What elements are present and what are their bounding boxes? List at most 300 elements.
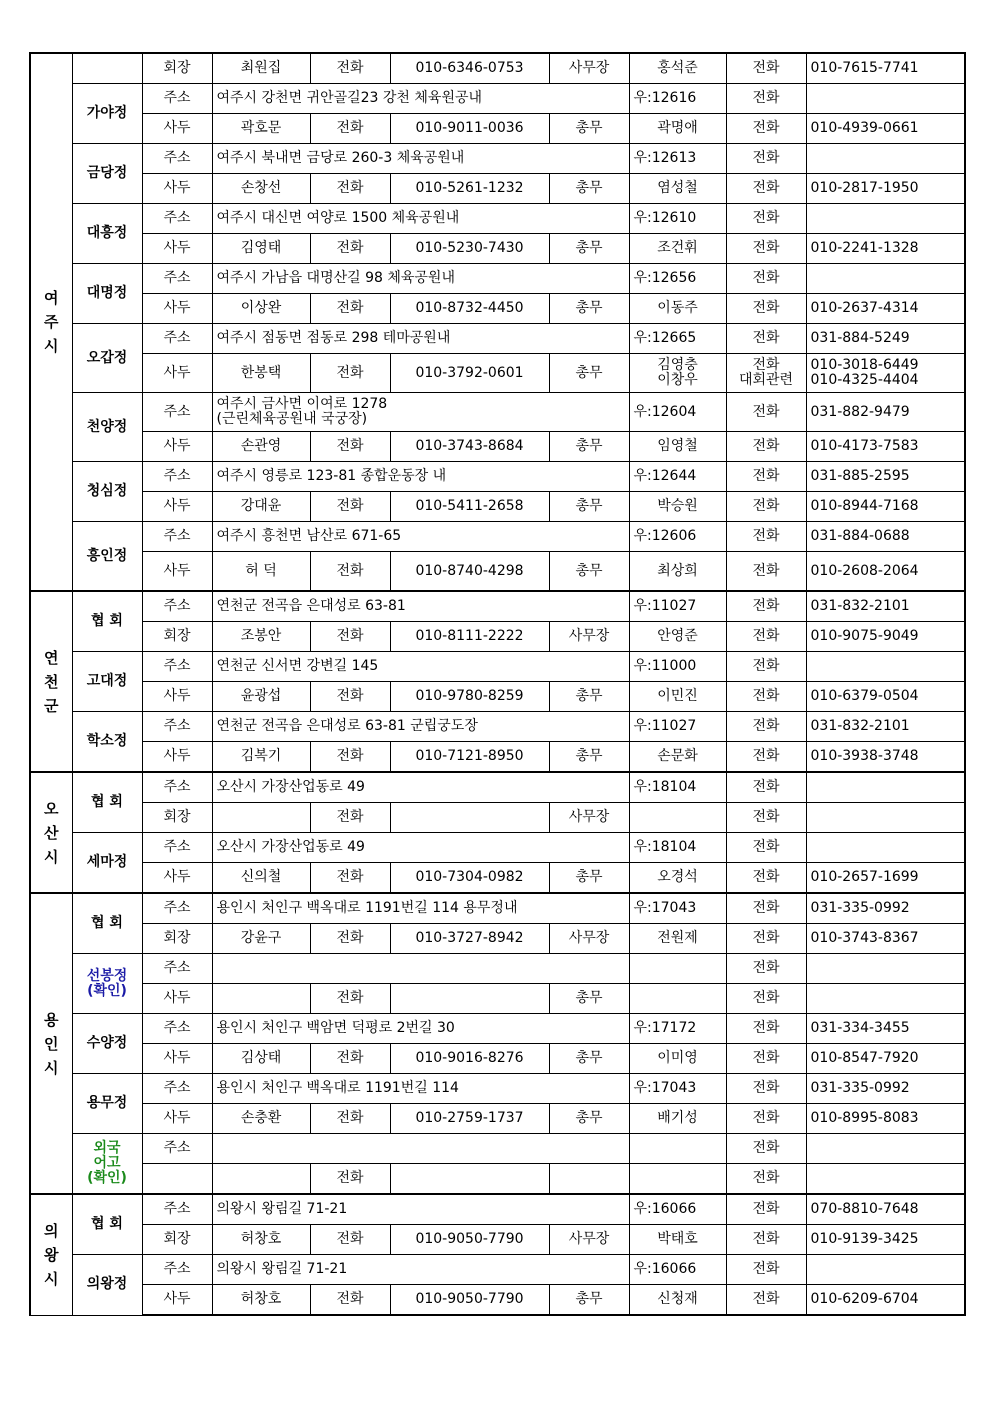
manager-name: 배기성: [629, 1104, 726, 1134]
label-phone: 전화: [310, 294, 390, 324]
archer-phone: 010-3743-8684: [390, 432, 549, 462]
postal-code: 우:11027: [629, 712, 726, 742]
label-address: 주소: [142, 591, 212, 622]
archer-phone: 010-7304-0982: [390, 863, 549, 894]
secretary-phone: 010-7615-7741: [806, 53, 965, 84]
club-address: 연천군 신서면 강변길 145: [212, 652, 629, 682]
postal-code: 우:12656: [629, 264, 726, 294]
assoc-phone: [806, 772, 965, 803]
label-manager: 총무: [549, 552, 629, 592]
manager-phone: 010-6209-6704: [806, 1285, 965, 1316]
label-manager: 총무: [549, 354, 629, 393]
manager-name: [629, 354, 726, 393]
label-phone: 전화: [726, 1225, 806, 1255]
club-phone: [806, 652, 965, 682]
table-row: [30, 1014, 965, 1044]
label-phone: 전화: [726, 432, 806, 462]
table-row: [30, 264, 965, 294]
table-row: [30, 294, 965, 324]
label-phone: 전화: [726, 393, 806, 432]
table-row: [30, 53, 965, 84]
archer-phone: 010-9011-0036: [390, 114, 549, 144]
city-label: 오산시: [44, 799, 59, 866]
archer-name: 허 덕: [212, 552, 310, 592]
president-name: 허창호: [212, 1225, 310, 1255]
label-phone: 전화: [726, 522, 806, 552]
label-phone: 전화: [726, 144, 806, 174]
manager-phone: 010-3938-3748: [806, 742, 965, 773]
label-phone: 전화: [726, 954, 806, 984]
table-row: [30, 522, 965, 552]
table-row: [30, 462, 965, 492]
manager-phone: 010-4173-7583: [806, 432, 965, 462]
club-name: 천양정: [72, 393, 142, 462]
postal-code: [629, 1134, 726, 1164]
secretary-name: 홍석준: [629, 53, 726, 84]
label-phone: 전화: [726, 84, 806, 114]
directory-body: [30, 53, 965, 1315]
label-archer: 사두: [142, 1104, 212, 1134]
label-phone: 전화: [726, 622, 806, 652]
assoc-name: 협 회: [72, 772, 142, 833]
manager-name: 조건휘: [629, 234, 726, 264]
table-row: [30, 1134, 965, 1164]
archer-phone: [390, 984, 549, 1014]
archer-name: 신의철: [212, 863, 310, 894]
table-row: [30, 354, 965, 393]
label-phone: 전화: [726, 1194, 806, 1225]
club-name: 흥인정: [72, 522, 142, 592]
archer-phone: 010-3792-0601: [390, 354, 549, 393]
manager-name: 손문화: [629, 742, 726, 773]
city-name: [30, 893, 72, 1194]
label-address: 주소: [142, 204, 212, 234]
archer-name: 손창선: [212, 174, 310, 204]
club-address: 용인시 처인구 백옥대로 1191번길 114: [212, 1074, 629, 1104]
assoc-address: 연천군 전곡읍 은대성로 63-81: [212, 591, 629, 622]
postal-code: 우:17172: [629, 1014, 726, 1044]
table-row: [30, 652, 965, 682]
label-phone: 전화: [310, 354, 390, 393]
manager-phone: 010-8944-7168: [806, 492, 965, 522]
label-president: 회장: [142, 53, 212, 84]
secretary-phone: 010-9139-3425: [806, 1225, 965, 1255]
assoc-name: 협 회: [72, 893, 142, 954]
label-manager: 총무: [549, 682, 629, 712]
label-president: 회장: [142, 924, 212, 954]
secretary-name: 전원제: [629, 924, 726, 954]
club-name: 가야정: [72, 84, 142, 144]
club-name: 의왕정: [72, 1255, 142, 1316]
label-president: 회장: [142, 803, 212, 833]
label-archer: 사두: [142, 234, 212, 264]
city-label: 용인시: [44, 1010, 59, 1077]
secretary-name: 박태호: [629, 1225, 726, 1255]
label-address: 주소: [142, 264, 212, 294]
label-phone: 전화: [310, 432, 390, 462]
club-phone: [806, 833, 965, 863]
manager-name: 오경석: [629, 863, 726, 894]
line: 대회관련: [738, 372, 794, 388]
label-phone: 전화: [310, 1164, 390, 1195]
empty-cell: [806, 1164, 965, 1195]
label-address: 주소: [142, 833, 212, 863]
club-phone: [806, 1134, 965, 1164]
table-row: [30, 432, 965, 462]
empty-cell: [390, 1164, 549, 1195]
label-phone: 전화: [726, 833, 806, 863]
club-phone: 031-334-3455: [806, 1014, 965, 1044]
label-manager: 총무: [549, 1044, 629, 1074]
label-secretary: 사무장: [549, 53, 629, 84]
directory-table: [29, 52, 966, 1316]
empty-cell: [629, 1164, 726, 1195]
club-address: [212, 954, 629, 984]
club-phone: 031-832-2101: [806, 712, 965, 742]
label-archer: 사두: [142, 432, 212, 462]
club-name: 대명정: [72, 264, 142, 324]
club-phone: [806, 204, 965, 234]
label-manager: 총무: [549, 294, 629, 324]
postal-code: 우:16066: [629, 1194, 726, 1225]
label-phone: 전화: [310, 53, 390, 84]
label-phone: 전화: [726, 652, 806, 682]
label-phone: 전화: [726, 1104, 806, 1134]
table-row: [30, 84, 965, 114]
manager-name: 이민진: [629, 682, 726, 712]
label-phone: 전화: [310, 742, 390, 773]
table-row: [30, 204, 965, 234]
table-row: [30, 712, 965, 742]
president-name: 최원집: [212, 53, 310, 84]
postal-code: [629, 954, 726, 984]
manager-phone: 010-6379-0504: [806, 682, 965, 712]
label-phone: 전화: [726, 863, 806, 894]
label-phone: 전화: [310, 234, 390, 264]
table-row: [30, 144, 965, 174]
label-phone: 전화: [726, 204, 806, 234]
secretary-phone: 010-9075-9049: [806, 622, 965, 652]
label-archer: 사두: [142, 492, 212, 522]
city-yeoju: 여주시: [30, 53, 72, 591]
manager-name: 이동주: [629, 294, 726, 324]
postal-code: 우:11000: [629, 652, 726, 682]
postal-code: 우:12644: [629, 462, 726, 492]
club-address: [212, 1134, 629, 1164]
postal-code: 우:12665: [629, 324, 726, 354]
club-phone: [806, 954, 965, 984]
archer-name: 이상완: [212, 294, 310, 324]
label-phone: 전화: [310, 174, 390, 204]
label-phone: 전화: [726, 1074, 806, 1104]
manager-phone: 010-2608-2064: [806, 552, 965, 592]
club-name: [72, 1134, 142, 1195]
label-phone: 전화: [726, 803, 806, 833]
city-label: 의왕시: [44, 1221, 59, 1288]
label-archer: 사두: [142, 1044, 212, 1074]
manager-phone: [806, 984, 965, 1014]
label-address: 주소: [142, 144, 212, 174]
label-address: 주소: [142, 772, 212, 803]
label-archer: 사두: [142, 984, 212, 1014]
assoc-name: 협 회: [72, 1194, 142, 1255]
club-address: 여주시 북내면 금당로 260-3 체육공원내: [212, 144, 629, 174]
label-phone: 전화: [310, 492, 390, 522]
club-phone: 031-884-5249: [806, 324, 965, 354]
archer-phone: 010-2759-1737: [390, 1104, 549, 1134]
archer-name: 곽호문: [212, 114, 310, 144]
label-phone: 전화: [310, 114, 390, 144]
archer-name: 손관영: [212, 432, 310, 462]
club-name-line: (확인): [87, 982, 127, 999]
table-row: [30, 234, 965, 264]
table-row: [30, 1074, 965, 1104]
label-address: 주소: [142, 324, 212, 354]
secretary-phone: 010-3743-8367: [806, 924, 965, 954]
label-manager: 총무: [549, 114, 629, 144]
label-phone: 전화: [726, 552, 806, 592]
label-phone: 전화: [726, 591, 806, 622]
manager-name: 임영철: [629, 432, 726, 462]
president-name: [212, 803, 310, 833]
manager-name: 박승원: [629, 492, 726, 522]
archer-name: 김영태: [212, 234, 310, 264]
line: (근린체육공원내 국궁장): [216, 411, 368, 427]
label-phone: 전화: [726, 264, 806, 294]
manager-name: 염성철: [629, 174, 726, 204]
table-row: [30, 492, 965, 522]
archer-phone: 010-7121-8950: [390, 742, 549, 773]
archer-phone: 010-9016-8276: [390, 1044, 549, 1074]
label-manager: 총무: [549, 742, 629, 773]
label-phone: 전화: [310, 1225, 390, 1255]
empty-cell: [142, 1164, 212, 1195]
club-name: 수양정: [72, 1014, 142, 1074]
secretary-phone: [806, 803, 965, 833]
city-label: 연천군: [44, 648, 59, 715]
label-archer: 사두: [142, 742, 212, 773]
club-name: [72, 53, 142, 84]
club-name: 오갑정: [72, 324, 142, 393]
manager-phone: 010-2241-1328: [806, 234, 965, 264]
label-manager: 총무: [549, 1285, 629, 1316]
club-phone: 031-882-9479: [806, 393, 965, 432]
label-phone: 전화: [726, 492, 806, 522]
club-name: 세마정: [72, 833, 142, 894]
archer-phone: 010-5411-2658: [390, 492, 549, 522]
label-phone: 전화: [726, 924, 806, 954]
manager-phone: 010-2637-4314: [806, 294, 965, 324]
assoc-phone: 031-335-0992: [806, 893, 965, 924]
table-row: [30, 1194, 965, 1225]
label-phone: 전화: [726, 174, 806, 204]
label-phone: 전화: [726, 1255, 806, 1285]
club-address: 여주시 강천면 귀안골길23 강천 체육원공내: [212, 84, 629, 114]
club-name-line: 선봉정: [86, 967, 128, 984]
label-secretary: 사무장: [549, 803, 629, 833]
line: 전화: [752, 357, 780, 373]
line: 여주시 금사면 이여로 1278: [216, 396, 388, 412]
postal-code: 우:12613: [629, 144, 726, 174]
label-phone: 전화: [726, 1014, 806, 1044]
empty-cell: [549, 1164, 629, 1195]
postal-code: 우:17043: [629, 1074, 726, 1104]
label-phone: 전화: [726, 893, 806, 924]
postal-code: 우:11027: [629, 591, 726, 622]
label-manager: 총무: [549, 432, 629, 462]
label-secretary: 사무장: [549, 622, 629, 652]
club-address: 오산시 가장산업동로 49: [212, 833, 629, 863]
label-address: 주소: [142, 393, 212, 432]
empty-cell: [212, 1164, 310, 1195]
president-phone: 010-8111-2222: [390, 622, 549, 652]
table-row: [30, 1044, 965, 1074]
club-phone: [806, 264, 965, 294]
table-row: [30, 591, 965, 622]
table-row: [30, 772, 965, 803]
label-phone: 전화: [726, 324, 806, 354]
label-phone: 전화: [726, 712, 806, 742]
assoc-address: 용인시 처인구 백옥대로 1191번길 114 용무정내: [212, 893, 629, 924]
archer-name: 윤광섭: [212, 682, 310, 712]
label-archer: 사두: [142, 552, 212, 592]
table-row: [30, 552, 965, 592]
label-phone: 전화: [726, 1164, 806, 1195]
table-row: [30, 1255, 965, 1285]
label-address: 주소: [142, 1014, 212, 1044]
archer-phone: 010-5230-7430: [390, 234, 549, 264]
archer-name: 허창호: [212, 1285, 310, 1316]
label-phone: 전화: [726, 1044, 806, 1074]
table-row: [30, 742, 965, 773]
club-phone: 031-885-2595: [806, 462, 965, 492]
table-row: [30, 114, 965, 144]
postal-code: 우:12606: [629, 522, 726, 552]
manager-phone: 010-8547-7920: [806, 1044, 965, 1074]
archer-name: 김복기: [212, 742, 310, 773]
label-manager: 총무: [549, 174, 629, 204]
label-archer: 사두: [142, 174, 212, 204]
postal-code: 우:12616: [629, 84, 726, 114]
label-archer: 사두: [142, 114, 212, 144]
club-phone: [806, 84, 965, 114]
club-name: 금당정: [72, 144, 142, 204]
label-phone: 전화: [726, 462, 806, 492]
label-phone: 전화: [726, 1285, 806, 1316]
table-row: [30, 324, 965, 354]
line: 김영충: [657, 357, 698, 373]
club-address: [212, 393, 629, 432]
label-phone: 전화: [310, 803, 390, 833]
manager-phone: 010-8995-8083: [806, 1104, 965, 1134]
postal-code: 우:12610: [629, 204, 726, 234]
postal-code: 우:17043: [629, 893, 726, 924]
club-phone: [806, 144, 965, 174]
manager-name: 이미영: [629, 1044, 726, 1074]
label-manager: 총무: [549, 984, 629, 1014]
archer-name: 강대윤: [212, 492, 310, 522]
club-address: 연천군 전곡읍 은대성로 63-81 군립궁도장: [212, 712, 629, 742]
club-name: [72, 954, 142, 1014]
postal-code: 우:16066: [629, 1255, 726, 1285]
club-name-line: 어고: [93, 1155, 121, 1171]
club-name: 용무정: [72, 1074, 142, 1134]
club-name: 청심정: [72, 462, 142, 522]
manager-phone: 010-2657-1699: [806, 863, 965, 894]
president-phone: 010-3727-8942: [390, 924, 549, 954]
archer-phone: 010-8732-4450: [390, 294, 549, 324]
label-manager: 총무: [549, 234, 629, 264]
city-name: [30, 1194, 72, 1315]
label-manager: 총무: [549, 863, 629, 894]
label-phone: 전화: [310, 622, 390, 652]
secretary-name: [629, 803, 726, 833]
club-name: 대흥정: [72, 204, 142, 264]
label-address: 주소: [142, 1134, 212, 1164]
club-name-line: (확인): [87, 1170, 127, 1186]
table-row: [30, 174, 965, 204]
label-manager: 총무: [549, 1104, 629, 1134]
club-address: 용인시 처인구 백암면 덕평로 2번길 30: [212, 1014, 629, 1044]
label-phone: 전화: [310, 924, 390, 954]
manager-phone: 010-4939-0661: [806, 114, 965, 144]
label-phone: 전화: [310, 682, 390, 712]
archer-phone: 010-9780-8259: [390, 682, 549, 712]
label-phone: 전화: [726, 294, 806, 324]
secretary-name: 안영준: [629, 622, 726, 652]
label-archer: 사두: [142, 1285, 212, 1316]
label-address: 주소: [142, 652, 212, 682]
label-president: 회장: [142, 622, 212, 652]
table-row: [30, 1285, 965, 1316]
assoc-address: 의왕시 왕림길 71-21: [212, 1194, 629, 1225]
president-name: 강윤구: [212, 924, 310, 954]
club-name-line: 외국: [93, 1140, 121, 1156]
club-name: 학소정: [72, 712, 142, 773]
table-row: [30, 833, 965, 863]
table-row: [30, 863, 965, 894]
archer-name: [212, 984, 310, 1014]
table-row: [30, 893, 965, 924]
assoc-phone: 031-832-2101: [806, 591, 965, 622]
city-name: [30, 591, 72, 772]
label-address: 주소: [142, 954, 212, 984]
label-address: 주소: [142, 1194, 212, 1225]
club-address: 여주시 대신면 여양로 1500 체육공원내: [212, 204, 629, 234]
postal-code: 우:12604: [629, 393, 726, 432]
manager-name: 곽명애: [629, 114, 726, 144]
label-phone: 전화: [726, 1134, 806, 1164]
club-name: 고대정: [72, 652, 142, 712]
postal-code: 우:18104: [629, 833, 726, 863]
label-phone: 전화: [310, 1285, 390, 1316]
manager-name: 신청재: [629, 1285, 726, 1316]
label-secretary: 사무장: [549, 1225, 629, 1255]
table-row: [30, 682, 965, 712]
label-address: 주소: [142, 462, 212, 492]
label-secretary: 사무장: [549, 924, 629, 954]
archer-name: 손충환: [212, 1104, 310, 1134]
table-row: [30, 1225, 965, 1255]
club-phone: 031-884-0688: [806, 522, 965, 552]
label-address: 주소: [142, 522, 212, 552]
label-archer: 사두: [142, 863, 212, 894]
archer-phone: 010-9050-7790: [390, 1285, 549, 1316]
archer-name: 한봉택: [212, 354, 310, 393]
archer-phone: 010-5261-1232: [390, 174, 549, 204]
label-address: 주소: [142, 1255, 212, 1285]
label-phone: 전화: [726, 772, 806, 803]
